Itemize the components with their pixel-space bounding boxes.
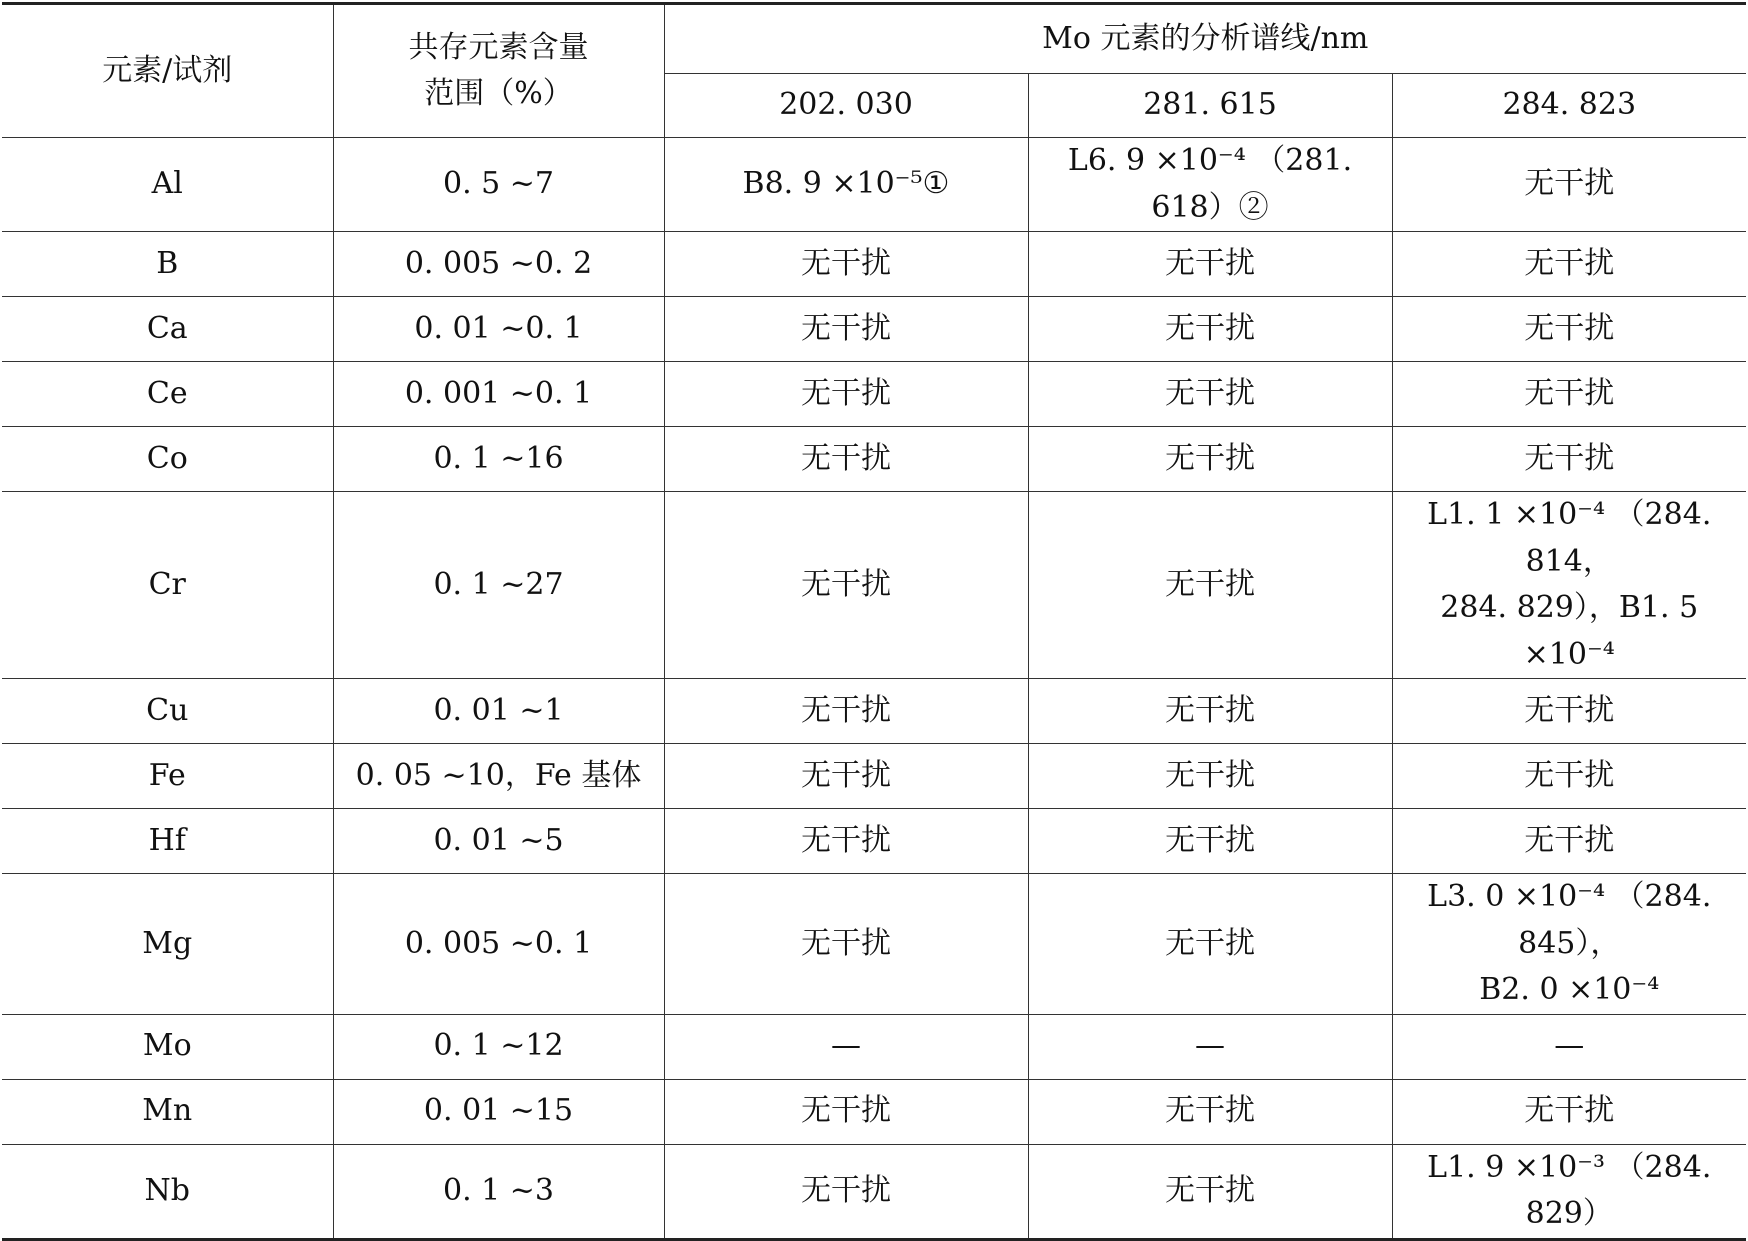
table-row [2,679,1746,744]
cell-wl1: 无干扰 [664,1144,1028,1239]
cell-wl2: 无干扰 [1028,874,1392,1015]
cell-range: 0. 01 ~15 [333,1079,664,1144]
header-range [333,4,664,138]
cell-wl1: B8. 9 ×10⁻⁵① [664,138,1028,232]
cell-element: Cu [2,679,333,744]
cell-wl1: 无干扰 [664,679,1028,744]
cell-wl2: 无干扰 [1028,744,1392,809]
cell-wl2: 无干扰 [1028,1079,1392,1144]
cell-element: Ca [2,297,333,362]
cell-wl1: 无干扰 [664,809,1028,874]
cell-element: Al [2,138,333,232]
cell-range: 0. 005 ~0. 2 [333,232,664,297]
cell-range: 0. 001 ~0. 1 [333,362,664,427]
table-row [2,232,1746,297]
interference-table [2,2,1746,1241]
cell-wl2: 无干扰 [1028,809,1392,874]
table-row [2,744,1746,809]
cell-wl3 [1392,874,1746,1015]
cell-wl2: 无干扰 [1028,297,1392,362]
cell-wl2: 无干扰 [1028,232,1392,297]
cell-range: 0. 5 ~7 [333,138,664,232]
cell-wl1: 无干扰 [664,1079,1028,1144]
cell-range: 0. 05 ~10，Fe 基体 [333,744,664,809]
cell-wl1: 无干扰 [664,297,1028,362]
cell-element: Mn [2,1079,333,1144]
cell-element: Fe [2,744,333,809]
cell-wl3-line2: B2. 0 ×10⁻⁴ [1479,972,1660,1007]
cell-wl1: — [664,1014,1028,1079]
cell-wl3: 无干扰 [1392,1079,1746,1144]
table-row [2,138,1746,232]
cell-wl1: 无干扰 [664,744,1028,809]
cell-element: Nb [2,1144,333,1239]
cell-range: 0. 1 ~16 [333,427,664,492]
header-range-line2: 范围（%） [424,76,573,111]
cell-wl1: 无干扰 [664,362,1028,427]
cell-wl3: L1. 9 ×10⁻³ （284. 829） [1392,1144,1746,1239]
cell-range: 0. 1 ~12 [333,1014,664,1079]
cell-wl2: — [1028,1014,1392,1079]
cell-wl2: L6. 9 ×10⁻⁴ （281. 618）② [1028,138,1392,232]
cell-wl2: 无干扰 [1028,1144,1392,1239]
header-range-line1: 共存元素含量 [408,29,589,65]
cell-wl1: 无干扰 [664,492,1028,679]
table-row [2,297,1746,362]
cell-wl3: 无干扰 [1392,679,1746,744]
cell-element: Mo [2,1014,333,1079]
cell-range: 0. 005 ~0. 1 [333,874,664,1015]
cell-wl3-line1: L1. 1 ×10⁻⁴ （284. 814， [1427,497,1712,579]
cell-wl1: 无干扰 [664,427,1028,492]
table-row [2,362,1746,427]
table-row [2,427,1746,492]
table-row [2,1079,1746,1144]
cell-element: Ce [2,362,333,427]
cell-element: Hf [2,809,333,874]
cell-wl3: 无干扰 [1392,362,1746,427]
cell-range: 0. 1 ~3 [333,1144,664,1239]
table-row [2,492,1746,679]
table-row [2,809,1746,874]
header-row-1 [2,4,1746,74]
cell-wl3: 无干扰 [1392,744,1746,809]
cell-wl2: 无干扰 [1028,679,1392,744]
cell-wl3: 无干扰 [1392,138,1746,232]
cell-wl3: 无干扰 [1392,232,1746,297]
cell-element: Mg [2,874,333,1015]
cell-wl3 [1392,492,1746,679]
header-group: Mo 元素的分析谱线/nm [664,4,1746,74]
cell-wl3-line2: 284. 829），B1. 5 ×10⁻⁴ [1440,590,1699,672]
cell-wl2: 无干扰 [1028,492,1392,679]
cell-wl1: 无干扰 [664,232,1028,297]
cell-element: Cr [2,492,333,679]
cell-wl3-line1: L3. 0 ×10⁻⁴ （284. 845）， [1427,879,1712,961]
cell-wl3: 无干扰 [1392,297,1746,362]
cell-wl2: 无干扰 [1028,427,1392,492]
table-row [2,1144,1746,1239]
cell-wl1: 无干扰 [664,874,1028,1015]
header-wavelength-1: 202. 030 [664,74,1028,138]
cell-wl3: 无干扰 [1392,809,1746,874]
cell-wl3: 无干扰 [1392,427,1746,492]
table-row [2,874,1746,1015]
cell-element: B [2,232,333,297]
cell-range: 0. 01 ~0. 1 [333,297,664,362]
header-element: 元素/试剂 [2,4,333,138]
cell-element: Co [2,427,333,492]
cell-range: 0. 01 ~1 [333,679,664,744]
cell-wl3: — [1392,1014,1746,1079]
header-wavelength-3: 284. 823 [1392,74,1746,138]
cell-wl2: 无干扰 [1028,362,1392,427]
header-wavelength-2: 281. 615 [1028,74,1392,138]
cell-range: 0. 01 ~5 [333,809,664,874]
cell-range: 0. 1 ~27 [333,492,664,679]
table-row [2,1014,1746,1079]
